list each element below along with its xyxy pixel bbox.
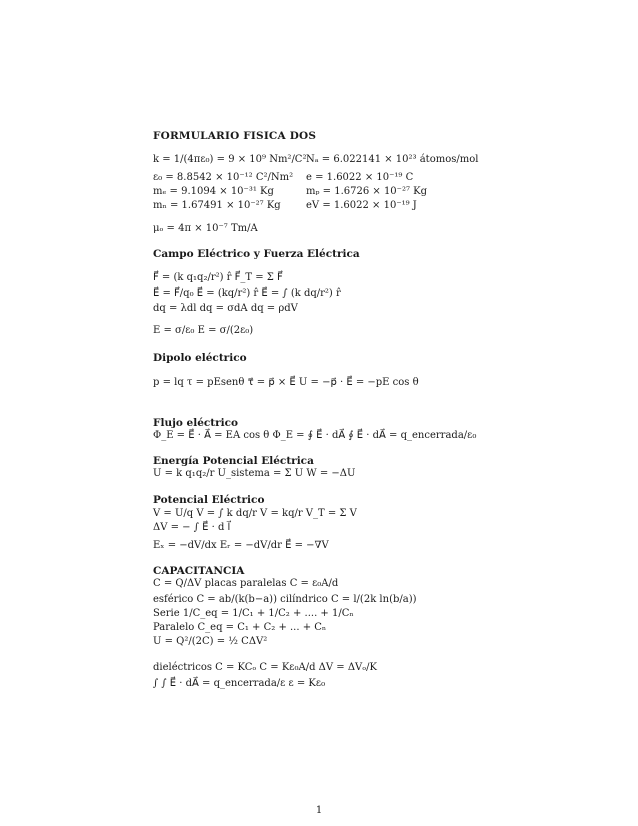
constant-electronvolt: eV = 1.6022 × 10⁻¹⁹ J [306,200,417,211]
heading-energia-potencial: Energía Potencial Eléctrica [153,455,314,467]
document-title: FORMULARIO FISICA DOS [153,130,317,142]
formula-line: dq = λdl dq = σdA dq = ρdV [153,303,298,314]
constant-avogadro: Nₐ = 6.022141 × 10²³ átomos/mol [306,154,479,165]
formula-line: U = Q²/(2C) = ½ CΔV² [153,636,268,647]
constant-mu0: μₒ = 4π × 10⁻⁷ Tm/A [153,223,258,234]
constant-electron-mass: mₑ = 9.1094 × 10⁻³¹ Kg [153,186,274,197]
formula-line: Φ_E = E⃗ · A⃗ = EA cos θ Φ_E = ∮ E⃗ · dA⃗ ∮ E⃗ · dA⃗ = q_encerrada/ε₀ [153,430,477,441]
heading-campo-electrico: Campo Eléctrico y Fuerza Eléctrica [153,248,360,260]
constant-k: k = 1/(4πε₀) = 9 × 10⁹ Nm²/C² [153,154,307,165]
formula-line: Serie 1/C_eq = 1/C₁ + 1/C₂ + .... + 1/Cₙ [153,608,354,619]
page-number: 1 [315,805,323,816]
formula-line: esférico C = ab/(k(b−a)) cilíndrico C = l/(2k ln(b/a)) [153,594,417,605]
constant-proton-mass: mₚ = 1.6726 × 10⁻²⁷ Kg [306,186,428,197]
constant-neutron-mass: mₙ = 1.67491 × 10⁻²⁷ Kg [153,200,281,211]
formula-line: F⃗ = (k q₁q₂/r²) r̂ F⃗_T = Σ F⃗ [153,272,283,283]
formula-line: C = Q/ΔV placas paralelas C = ε₀A/d [153,578,339,589]
constant-epsilon0: ε₀ = 8.8542 × 10⁻¹² C²/Nm² [153,172,294,183]
heading-flujo: Flujo eléctrico [153,417,239,429]
formula-line: Paralelo C_eq = C₁ + C₂ + ... + Cₙ [153,622,327,633]
formula-line: ΔV = − ∫ E⃗ · d l⃗ [153,522,231,533]
constant-electron-charge: e = 1.6022 × 10⁻¹⁹ C [306,172,414,183]
heading-potencial: Potencial Eléctrico [153,494,265,506]
heading-capacitancia: CAPACITANCIA [153,565,245,577]
formula-line: ∫ ∫ E⃗ · dA⃗ = q_encerrada/ε ε = Kε₀ [153,678,326,689]
formula-line: dieléctricos C = KCₒ C = Kε₀A/d ΔV = ΔVₒ/K [153,662,377,673]
heading-dipolo: Dipolo eléctrico [153,352,247,364]
formula-line: V = U/q V = ∫ k dq/r V = kq/r V_T = Σ V [153,508,357,519]
formula-line: U = k q₁q₂/r U_sistema = Σ U W = −ΔU [153,468,356,479]
formula-line: p = lq τ = pEsenθ τ⃗ = p⃗ × E⃗ U = −p⃗ · E⃗ = −pE cos θ [153,377,419,388]
formula-line: E = σ/ε₀ E = σ/(2ε₀) [153,325,254,336]
formula-line: Eₓ = −dV/dx Eᵣ = −dV/dr E⃗ = −∇V [153,540,329,551]
formula-line: E⃗ = F⃗/q₀ E⃗ = (kq/r²) r̂ E⃗ = ∫ (k dq/r²) r̂ [153,288,341,299]
